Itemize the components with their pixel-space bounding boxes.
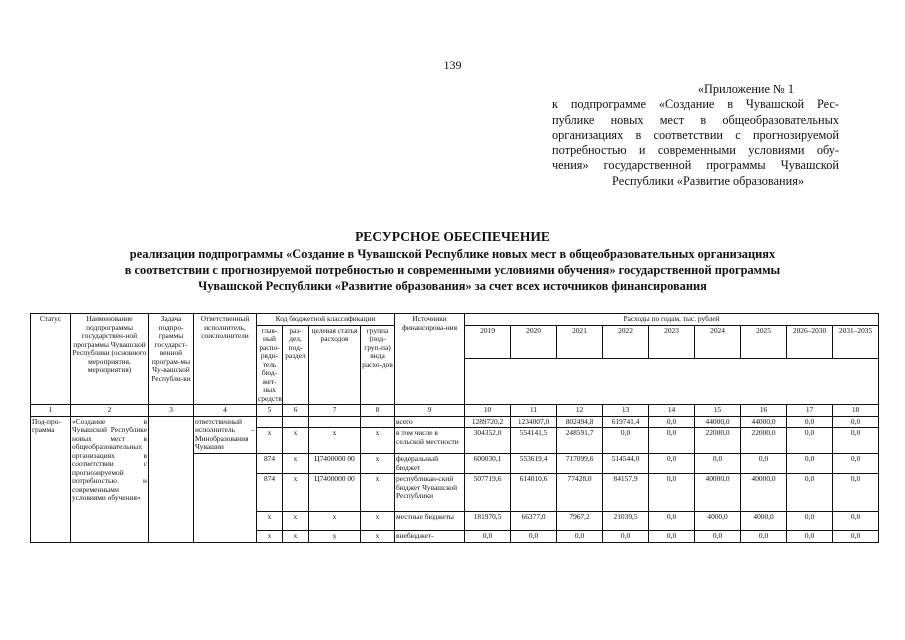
appendix-line: публике новых мест в общеобразовательных — [552, 112, 839, 127]
subtitle-line: Чувашской Республики «Развитие образования» за счет всех источников финансирования — [198, 279, 707, 293]
cell-value: 0,0 — [833, 454, 879, 474]
cell-source: местные бюджеты — [395, 512, 465, 531]
cell-value: 717099,6 — [557, 454, 603, 474]
cell-value: 0,0 — [603, 531, 649, 543]
cell-main-manager: 874 — [257, 474, 283, 512]
appendix-line: Республики «Развитие образования» — [612, 173, 804, 188]
column-number: 9 — [395, 405, 465, 417]
cell-value: 0,0 — [649, 512, 695, 531]
subtitle-line: в соответствии с прогнозируемой потребностью и современными условиями обучения» государственной программы — [124, 263, 781, 277]
cell-value: 0,0 — [649, 416, 695, 428]
cell-target-article: x — [309, 512, 361, 531]
cell-source: в том числе в сельской местности — [395, 428, 465, 454]
cell-value: 40000,0 — [695, 474, 741, 512]
cell-main-manager: x — [257, 512, 283, 531]
cell-value: 22000,0 — [695, 428, 741, 454]
cell-value: 84157,9 — [603, 474, 649, 512]
column-number: 10 — [465, 405, 511, 417]
cell-section: x — [283, 428, 309, 454]
column-number: 18 — [833, 405, 879, 417]
column-number: 15 — [695, 405, 741, 417]
header-year: 2020 — [511, 325, 557, 359]
cell-value: 1234007,0 — [511, 416, 557, 428]
column-number-row — [31, 405, 879, 417]
cell-source: республикан-ский бюджет Чувашской Республики — [395, 474, 465, 512]
column-number: 16 — [741, 405, 787, 417]
column-number: 11 — [511, 405, 557, 417]
header-expense-group: группа (под-груп-па) вида расхо-дов — [361, 325, 395, 405]
cell-value: 0,0 — [649, 474, 695, 512]
program-name-cell: «Создание в Чувашской Республике новых мест в общеобразовательных организациях в соответствии с прогнозируемой потребностью и современными условиями обучения» — [71, 416, 149, 542]
task-cell — [149, 416, 194, 542]
cell-value: 77428,0 — [557, 474, 603, 512]
cell-target-article — [309, 416, 361, 428]
header-year: 2031–2035 — [833, 325, 879, 359]
header-source: Источники финансирова-ния — [395, 314, 465, 405]
cell-value: 4000,0 — [695, 512, 741, 531]
cell-expense-group: x — [361, 512, 395, 531]
cell-value: 304352,0 — [465, 428, 511, 454]
cell-value: 600030,1 — [465, 454, 511, 474]
cell-expense-group: x — [361, 454, 395, 474]
column-number: 2 — [71, 405, 149, 417]
header-year: 2024 — [695, 325, 741, 359]
cell-target-article: Ц7400000 00 — [309, 474, 361, 512]
cell-value: 614010,6 — [511, 474, 557, 512]
header-responsible: Ответственный исполнитель, соисполнители — [194, 314, 257, 405]
cell-value: 0,0 — [649, 531, 695, 543]
column-number: 12 — [557, 405, 603, 417]
header-year: 2019 — [465, 325, 511, 359]
cell-value: 0,0 — [695, 531, 741, 543]
appendix-line: чения» государственной программы Чувашской — [552, 158, 839, 173]
cell-target-article: x — [309, 531, 361, 543]
header-year: 2021 — [557, 325, 603, 359]
cell-main-manager — [257, 416, 283, 428]
cell-value: 0,0 — [695, 454, 741, 474]
cell-value: 0,0 — [787, 474, 833, 512]
cell-section: x — [283, 474, 309, 512]
cell-value: 7967,2 — [557, 512, 603, 531]
cell-value: 181970,5 — [465, 512, 511, 531]
cell-source: всего — [395, 416, 465, 428]
cell-value: 514544,0 — [603, 454, 649, 474]
cell-source: внебюджет- — [395, 531, 465, 543]
header-expenses: Расходы по годам, тыс. рублей — [465, 314, 879, 326]
header-target-article: целевая статья расходов — [309, 325, 361, 405]
header-year: 2022 — [603, 325, 649, 359]
cell-value: 802494,8 — [557, 416, 603, 428]
cell-value: 0,0 — [649, 428, 695, 454]
column-number: 17 — [787, 405, 833, 417]
appendix-line: организациях в соответствии с прогнозируемой — [552, 127, 839, 142]
cell-value: 0,0 — [465, 531, 511, 543]
cell-value: 0,0 — [833, 512, 879, 531]
cell-section: x — [283, 454, 309, 474]
cell-source: федеральный бюджет — [395, 454, 465, 474]
header-task: Задача подпро-граммы государст-венной програм-мы Чу-вашской Республи-ки — [149, 314, 194, 405]
cell-value: 507719,6 — [465, 474, 511, 512]
header-main-manager: глав-ный распо-ряди-тель бюд-жет-ных средств — [258, 325, 282, 403]
cell-value: 4000,0 — [741, 512, 787, 531]
cell-value: 0,0 — [833, 531, 879, 543]
column-number: 13 — [603, 405, 649, 417]
cell-value: 0,0 — [649, 454, 695, 474]
column-number: 1 — [31, 405, 71, 417]
cell-value: 554141,5 — [511, 428, 557, 454]
cell-value: 0,0 — [603, 428, 649, 454]
cell-value: 0,0 — [787, 454, 833, 474]
cell-value: 1289720,2 — [465, 416, 511, 428]
cell-value: 0,0 — [511, 531, 557, 543]
header-name: Наименование подпрограммы государствен-ной программы Чувашской Республики (основного мероприятия, мероприятия) — [71, 314, 149, 405]
document-title: РЕСУРСНОЕ ОБЕСПЕЧЕНИЕ — [355, 229, 550, 244]
cell-value: 40000,0 — [741, 474, 787, 512]
document-subtitle — [60, 246, 845, 294]
column-number: 7 — [309, 405, 361, 417]
appendix-title: «Приложение № 1 — [697, 82, 794, 96]
cell-value: 0,0 — [787, 416, 833, 428]
table-row — [31, 416, 879, 428]
cell-value: 0,0 — [741, 531, 787, 543]
responsible-cell: ответственный исполнитель – Минобразования Чувашии — [194, 416, 257, 454]
appendix-line: потребностью и современными условиями обу- — [552, 143, 839, 158]
header-budget-code: Код бюджетной классификации — [257, 314, 395, 326]
column-number: 5 — [257, 405, 283, 417]
cell-value: 0,0 — [833, 428, 879, 454]
cell-main-manager: x — [257, 428, 283, 454]
status-cell: Под-про-грамма — [31, 416, 71, 542]
cell-section: x — [283, 512, 309, 531]
cell-value: 0,0 — [787, 428, 833, 454]
cell-value: 619741,4 — [603, 416, 649, 428]
column-number: 3 — [149, 405, 194, 417]
header-year: 2025 — [741, 325, 787, 359]
header-status: Статус — [31, 314, 71, 405]
cell-main-manager: 874 — [257, 454, 283, 474]
appendix-header — [552, 82, 839, 189]
cell-value: 0,0 — [787, 531, 833, 543]
cell-section: x — [283, 531, 309, 543]
cell-value: 0,0 — [557, 531, 603, 543]
cell-value: 0,0 — [833, 474, 879, 512]
cell-value: 66377,0 — [511, 512, 557, 531]
column-number: 6 — [283, 405, 309, 417]
cell-expense-group: x — [361, 474, 395, 512]
page-number: 139 — [443, 58, 462, 72]
cell-value: 553619,4 — [511, 454, 557, 474]
cell-section — [283, 416, 309, 428]
cell-expense-group: x — [361, 531, 395, 543]
header-section: раз-дел, под-раздел — [283, 325, 309, 405]
responsible-cell-empty — [194, 454, 257, 543]
cell-value: 22000,0 — [741, 428, 787, 454]
subtitle-line: реализации подпрограммы «Создание в Чувашской Республике новых мест в общеобразовательных организациях — [129, 247, 776, 261]
header-year: 2026–2030 — [787, 325, 833, 359]
cell-value: 248591,7 — [557, 428, 603, 454]
cell-value: 21039,5 — [603, 512, 649, 531]
cell-target-article: Ц7400000 00 — [309, 454, 361, 474]
appendix-line: к подпрограмме «Создание в Чувашской Рес- — [552, 97, 839, 112]
cell-expense-group — [361, 416, 395, 428]
column-number: 14 — [649, 405, 695, 417]
cell-value: 44000,0 — [695, 416, 741, 428]
cell-expense-group: x — [361, 428, 395, 454]
resource-table — [30, 313, 879, 543]
cell-value: 0,0 — [787, 512, 833, 531]
header-year: 2023 — [649, 325, 695, 359]
cell-target-article: x — [309, 428, 361, 454]
cell-value: 0,0 — [833, 416, 879, 428]
column-number: 4 — [194, 405, 257, 417]
cell-value: 44000,0 — [741, 416, 787, 428]
cell-main-manager: x — [257, 531, 283, 543]
column-number: 8 — [361, 405, 395, 417]
cell-value: 0,0 — [741, 454, 787, 474]
